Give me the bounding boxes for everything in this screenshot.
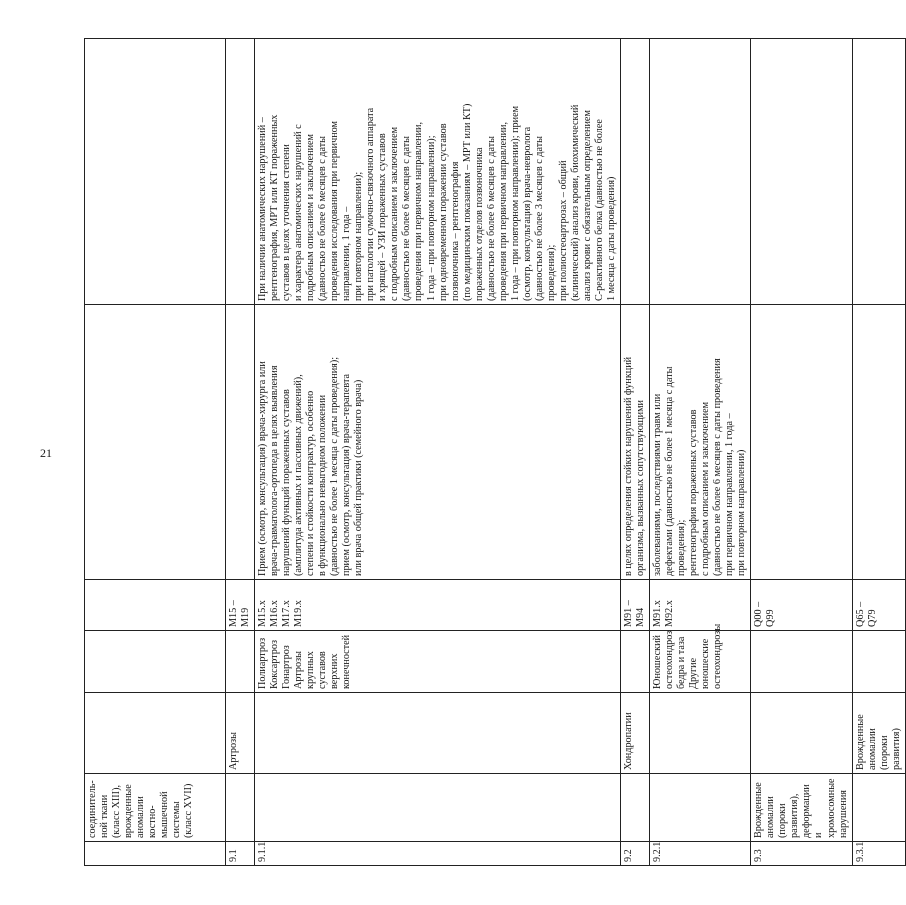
cell-line: Прием (осмотр, консультация) врача-хирурга или (257, 361, 269, 576)
cell-line: (по медицинским показаниям – МРТ или КТ) (461, 103, 473, 301)
cell-line: 1 года – при повторном направлении); (425, 135, 437, 301)
cell-line: (класс XVII) (183, 783, 195, 838)
cell-line: Врожденные (854, 714, 866, 770)
cell-num: 9.1.1 (255, 842, 621, 866)
cell-num: 9.3.1 (852, 842, 905, 866)
cell-line: проведения при первичном направлении, (413, 121, 425, 301)
cell-line: Гонартроз (281, 645, 293, 689)
table-row (852, 39, 905, 866)
cell-line: M15.x (257, 600, 269, 627)
cell-num: 9.3 (751, 842, 852, 866)
cell-num: 9.1 (226, 842, 255, 866)
cell-stage1 (226, 305, 255, 580)
cell-line: остеохондрозы (712, 623, 724, 689)
cell-line: подробным описанием и заключением (305, 134, 317, 301)
cell-line: с подробным описанием и заключением (389, 126, 401, 301)
cell-stage2 (650, 39, 751, 305)
cell-stage1 (650, 305, 751, 580)
cell-class: Хондропатии (621, 693, 650, 774)
cell-line: суставов в целях уточнения степени (281, 144, 293, 301)
cell-line: бедра и таза (676, 636, 688, 689)
cell-stage2 (852, 39, 905, 305)
cell-line: (пороки (878, 735, 890, 770)
cell-line: или врача общей практики (семейного врача) (353, 379, 365, 576)
cell-line: аномалии (765, 796, 777, 838)
cell-group (85, 774, 226, 842)
cell-line: M17.x (281, 600, 293, 627)
cell-stage2 (85, 39, 226, 305)
cell-line: дефектами (давностью не более 1 месяца с даты (664, 366, 676, 576)
cell-stage2 (226, 39, 255, 305)
cell-line: юношеские (700, 638, 712, 689)
rotated-table-wrapper (84, 38, 902, 866)
cell-line: в функционально невыгодном положении (317, 394, 329, 576)
cell-dx (621, 631, 650, 693)
cell-group (650, 774, 751, 842)
cell-line: и характера анатомических нарушений с (293, 124, 305, 301)
cell-code: Q65 – Q79 (852, 580, 905, 631)
cell-line: анализ крови с обязательным определением (581, 110, 593, 301)
cell-dx (226, 631, 255, 693)
cell-line: (давностью не более 6 месяцев с даты (317, 135, 329, 301)
cell-class (85, 693, 226, 774)
cell-line: (давностью не более 6 месяцев с даты проведения (712, 358, 724, 576)
cell-line: (давностью не более 1 месяца с даты проведения); (329, 356, 341, 576)
cell-stage2 (621, 39, 650, 305)
cell-dx (85, 631, 226, 693)
cell-line: (осмотр, консультация) врача-невролога (521, 126, 533, 301)
cell-line: развития), (789, 793, 801, 838)
cell-dx (852, 631, 905, 693)
cell-line: Другие (688, 657, 700, 689)
cell-line: при повторном направлении); (353, 171, 365, 301)
cell-stage2 (751, 39, 852, 305)
cell-line: прием (осмотр, консультация) врача-терапевта (341, 373, 353, 576)
cell-code (650, 580, 751, 631)
cell-stage2 (255, 39, 621, 305)
cell-line: M92.x (664, 600, 676, 627)
cell-stage1 (751, 305, 852, 580)
cell-line: ной ткани (99, 794, 111, 838)
cell-line: Врожденные (753, 782, 765, 838)
cell-line: Юношеский (652, 634, 664, 689)
cell-line: 1 месяца с даты проведения) (605, 176, 617, 301)
cell-stage1 (621, 305, 650, 580)
table-row (751, 39, 852, 866)
cell-line: (давностью не более 3 месяцев с даты (533, 135, 545, 301)
cell-line: при патологии сумочно-связочного аппарата (365, 107, 377, 301)
cell-num (85, 842, 226, 866)
cell-line: проведения); (676, 519, 688, 576)
cell-class (255, 693, 621, 774)
cell-line: при первичном направлении, 1 года – (724, 413, 736, 576)
cell-line: суставов (317, 651, 329, 689)
cell-line: M91.x (652, 600, 664, 627)
cell-class (650, 693, 751, 774)
cell-line: С-реактивного белка (давностью не более (593, 119, 605, 301)
cell-line: развития) (890, 728, 902, 770)
cell-line: проведения); (545, 244, 557, 301)
cell-code: Q00 – Q99 (751, 580, 852, 631)
cell-line: рентгенография, МРТ или КТ пораженных (269, 114, 281, 301)
cell-line: пораженных отделов позвоночника (473, 147, 485, 301)
cell-line: проведения при первичном направлении, (497, 121, 509, 301)
cell-class (751, 693, 852, 774)
cell-stage1 (852, 305, 905, 580)
cell-line: рентгенография пораженных суставов (688, 409, 700, 576)
cell-line: деформации (801, 784, 813, 838)
cell-line: врача-травматолога-ортопеда в целях выявления (269, 365, 281, 576)
cell-group (255, 774, 621, 842)
cell-stage1 (85, 305, 226, 580)
cell-line: костно- (147, 805, 159, 838)
cell-line: (класс XIII), (111, 784, 123, 838)
cell-line: аномалии (135, 796, 147, 838)
cell-line: в целях определения стойких нарушений функций (623, 356, 634, 576)
cell-line: Артрозы (293, 651, 305, 689)
cell-line: аномалии (866, 728, 878, 770)
cell-code: M15 – M19 (226, 580, 255, 631)
cell-num: 9.2.1 (650, 842, 751, 866)
cell-line: при полиостеоартрозах – общий (557, 160, 569, 301)
cell-line: конечностей (341, 634, 353, 689)
table-row (621, 39, 650, 866)
cell-line: 1 года – при повторном направлении); прием (509, 105, 521, 301)
cell-line: (давностью не более 6 месяцев с даты (401, 135, 413, 301)
cell-line: и (813, 832, 825, 838)
cell-line: и хрящей – УЗИ пораженных суставов (377, 133, 389, 301)
cell-line: Полиартроз (257, 637, 269, 689)
cell-line: степени и стойкости контрактур, особенно (305, 390, 317, 576)
cell-line: (давностью не более 6 месяцев с даты (485, 135, 497, 301)
cell-line: (клинический) анализ крови, биохимический (569, 104, 581, 301)
cell-group (852, 774, 905, 842)
cell-dx (751, 631, 852, 693)
cell-line: (пороки (777, 803, 789, 838)
cell-dx (650, 623, 751, 693)
cell-line: позвоночника – рентгенография (449, 161, 461, 301)
cell-num: 9.2 (621, 842, 650, 866)
cell-line: хромосомные (825, 778, 837, 838)
cell-code: M91 – M94 (621, 580, 650, 631)
document-table (84, 38, 906, 866)
cell-line: системы (171, 801, 183, 838)
cell-line: с подробным описанием и заключением (700, 401, 712, 576)
cell-line: направлении, 1 года – (341, 206, 353, 301)
page-number: 21 (40, 446, 52, 460)
cell-code (85, 580, 226, 631)
cell-stage1 (255, 305, 621, 580)
cell-line: врожденные (123, 784, 135, 838)
table-row (255, 39, 621, 866)
cell-line: нарушения (837, 790, 849, 838)
cell-line: остеохондроз (664, 630, 676, 689)
cell-line: при повторном направлении) (736, 449, 748, 576)
cell-line: верхних (329, 653, 341, 689)
table-row (226, 39, 255, 866)
cell-class (852, 693, 905, 774)
cell-line: заболеваниями, последствиями травм или (652, 393, 664, 576)
cell-line: соединитель- (87, 780, 98, 838)
cell-line: мышечной (159, 791, 171, 838)
cell-line: Коксартроз (269, 640, 281, 689)
cell-line: организма, вызванных сопутствующими (635, 399, 647, 576)
cell-line: (амплитуда активных и пассивных движений), (293, 374, 305, 576)
cell-line: нарушений функций пораженных суставов (281, 389, 293, 576)
cell-line: проведения исследования при первичном (329, 121, 341, 301)
cell-line: крупных (305, 651, 317, 689)
cell-line: M16.x (269, 600, 281, 627)
cell-dx (255, 631, 621, 693)
table-row (650, 39, 751, 866)
cell-line: M19.x (293, 600, 305, 627)
table-row (85, 39, 226, 866)
cell-line: При наличии анатомических нарушений – (257, 117, 269, 301)
cell-code (255, 580, 621, 631)
cell-group (751, 774, 852, 842)
cell-line: при одновременном поражении суставов (437, 123, 449, 301)
cell-group (226, 774, 255, 842)
cell-group (621, 774, 650, 842)
cell-class: Артрозы (226, 693, 255, 774)
